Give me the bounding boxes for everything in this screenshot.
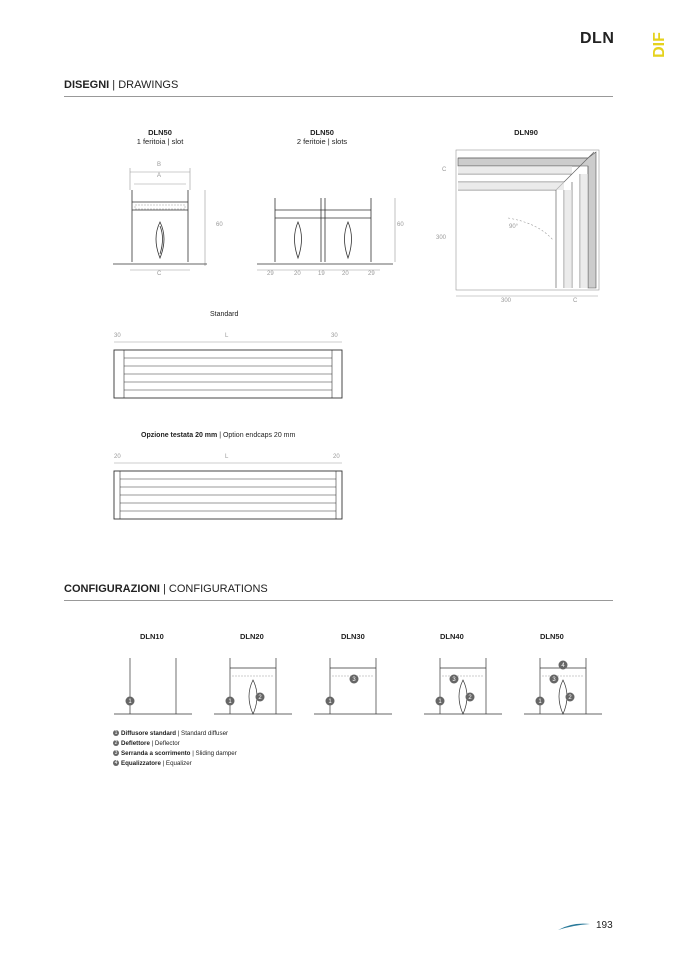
svg-text:3: 3 xyxy=(552,677,556,683)
svg-text:1: 1 xyxy=(538,699,542,705)
dim-b: B xyxy=(157,162,162,168)
product-title: DLN xyxy=(580,30,615,47)
svg-text:2: 2 xyxy=(568,695,572,701)
config-dln40: DLN40 xyxy=(440,632,464,641)
dim-60: 60 xyxy=(216,222,223,228)
svg-text:1: 1 xyxy=(128,699,132,705)
dln90-dim-angle: 90° xyxy=(509,224,519,230)
dln50-slots-drawing xyxy=(255,190,405,280)
svg-text:4: 4 xyxy=(561,663,565,669)
dim-60b: 60 xyxy=(397,222,404,228)
dln90-label: DLN90 xyxy=(514,128,538,137)
config-drawings xyxy=(112,654,612,720)
dim-20a: 20 xyxy=(294,271,301,277)
dln90-dim-c-left: C xyxy=(442,167,447,173)
dln90-dim-300-side: 300 xyxy=(436,235,447,241)
svg-text:1: 1 xyxy=(438,699,442,705)
brand-swoosh-icon xyxy=(556,920,592,932)
legend-item: 4 Equalizzatore | Equalizer xyxy=(114,760,192,767)
end-dim-right: 20 xyxy=(333,454,340,460)
drawings-heading: DISEGNI | DRAWINGS xyxy=(64,79,179,91)
end-dim-left: 20 xyxy=(114,454,121,460)
dln90-drawing xyxy=(448,148,608,308)
drawings-rule xyxy=(64,96,613,97)
dim-29b: 29 xyxy=(368,271,375,277)
endcaps-drawing xyxy=(112,461,344,521)
svg-text:1: 1 xyxy=(228,699,232,705)
legend-item: 3 Serranda a scorrimento | Sliding damper xyxy=(114,750,237,757)
dln90-dim-300-bottom: 300 xyxy=(501,298,512,304)
dim-19: 19 xyxy=(318,271,325,277)
endcaps-title: Opzione testata 20 mm | Option endcaps 20 mm xyxy=(141,432,296,439)
dim-a: A xyxy=(157,173,162,179)
svg-text:2: 2 xyxy=(258,695,262,701)
dln50-slots-label: DLN50 2 feritoie | slots xyxy=(296,128,348,146)
config-dln10: DLN10 xyxy=(140,632,164,641)
svg-text:2: 2 xyxy=(468,695,472,701)
svg-text:3: 3 xyxy=(452,677,456,683)
config-dln20: DLN20 xyxy=(240,632,264,641)
svg-text:1: 1 xyxy=(328,699,332,705)
end-dim-l: L xyxy=(225,454,229,460)
dln50-slot-drawing xyxy=(110,160,220,280)
std-dim-right: 30 xyxy=(331,333,338,339)
standard-title: Standard xyxy=(210,311,239,318)
configurations-rule xyxy=(64,600,613,601)
legend-item: 2 Deflettore | Deflector xyxy=(114,740,180,747)
dim-c: C xyxy=(157,271,162,277)
legend-item: 1 Diffusore standard | Standard diffuser xyxy=(114,730,229,737)
dln90-dim-c-bottom: C xyxy=(573,298,578,304)
svg-text:3: 3 xyxy=(352,677,356,683)
configurations-heading: CONFIGURAZIONI | CONFIGURATIONS xyxy=(64,583,268,595)
config-dln30: DLN30 xyxy=(341,632,365,641)
page-number: 193 xyxy=(596,920,613,931)
std-dim-left: 30 xyxy=(114,333,121,339)
dln50-slot-label: DLN50 1 feritoia | slot xyxy=(136,128,184,146)
standard-drawing xyxy=(112,340,344,400)
dim-20b: 20 xyxy=(342,271,349,277)
category-tab xyxy=(651,28,673,62)
config-legend xyxy=(113,729,237,769)
dim-29a: 29 xyxy=(267,271,274,277)
config-dln50: DLN50 xyxy=(540,632,564,641)
category-tab-label: DIF xyxy=(650,32,668,58)
std-dim-l: L xyxy=(225,333,229,339)
